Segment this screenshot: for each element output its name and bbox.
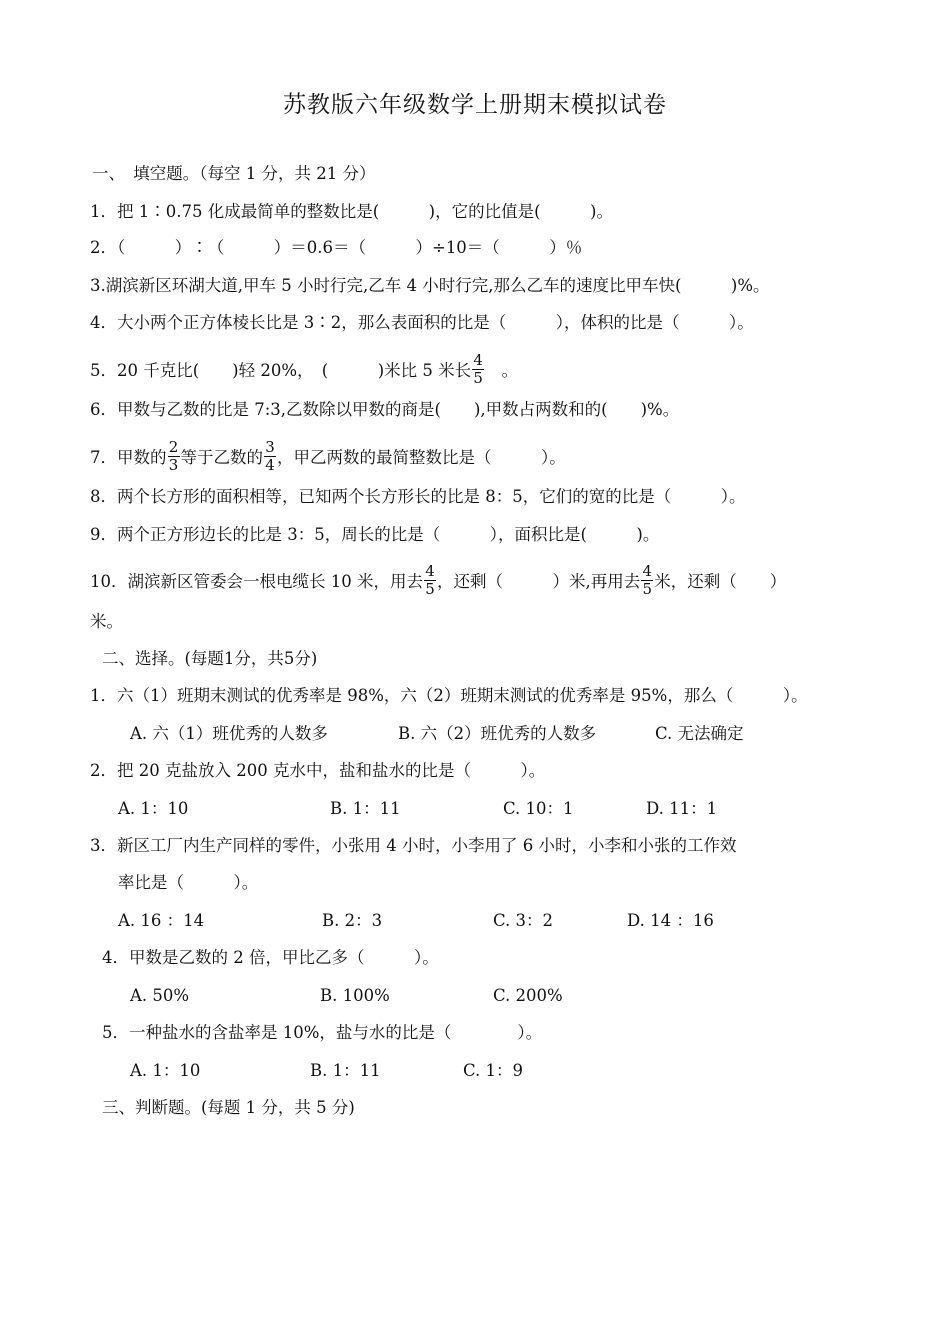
question-1-9: 9．两个正方形边长的比是 3：5，周长的比是（ ），面积比是( )。: [90, 525, 660, 544]
option-b: B. 2：3: [322, 911, 383, 930]
question-1-6: 6．甲数与乙数的比是 7:3,乙数除以甲数的商是( ),甲数占两数和的( )%。: [90, 400, 680, 419]
question-2-1: 1．六（1）班期末测试的优秀率是 98%，六（2）班期末测试的优秀率是 95%，那么（ ）。: [90, 686, 808, 705]
option-b: B. 100%: [320, 986, 390, 1005]
question-1-1: 1．把 1∶0.75 化成最简单的整数比是( )，它的比值是( )。: [90, 202, 613, 221]
option-c: C. 1：9: [463, 1061, 524, 1080]
question-1-2: 2．（ ）∶（ ）＝0.6＝（ ）÷10＝（ ）％: [90, 238, 583, 257]
question-1-3: 3.湖滨新区环湖大道,甲车 5 小时行完,乙车 4 小时行完,那么乙车的速度比甲车快( )%。: [90, 276, 770, 295]
question-1-7: 7．甲数的 $\frac{2}{3}$ 等于乙数的 $\frac{3}{4}$ ，甲乙两数的最简整数比是（ ）。: [90, 438, 566, 474]
option-a: A. 16 ：14: [118, 911, 205, 930]
option-a: A. 1：10: [130, 1061, 201, 1080]
option-b: B. 六（2）班优秀的人数多: [398, 724, 597, 743]
fraction: $\frac{2}{3}$: [168, 438, 179, 474]
option-b: B. 1：11: [310, 1061, 381, 1080]
question-1-5: 5．20 千克比( )轻 20%， ( )米比 5 米长 $\frac{4}{5}$ 。: [90, 351, 519, 387]
option-c: C. 200%: [493, 986, 563, 1005]
option-a: A. 1：10: [118, 799, 189, 818]
fraction: $\frac{4}{5}$: [425, 562, 435, 598]
question-1-4: 4．大小两个正方体棱长比是 3∶2，那么表面积的比是（ ），体积的比是（ ）。: [90, 313, 754, 332]
fraction: $\frac{4}{5}$: [473, 351, 483, 387]
question-2-3-continued: 率比是（ ）。: [118, 873, 259, 892]
section-heading-true-false: 三、判断题。(每题 1 分，共 5 分): [102, 1098, 355, 1117]
question-2-4: 4．甲数是乙数的 2 倍，甲比乙多（ ）。: [102, 948, 439, 967]
page-title: 苏教版六年级数学上册期末模拟试卷: [283, 92, 667, 118]
section-heading-fill-blank: 一、 填空题。（每空 1 分，共 21 分）: [92, 164, 376, 183]
question-1-10: 10．湖滨新区管委会一根电缆长 10 米，用去 $\frac{4}{5}$ ，还剩（ ）米,再用去 $\frac{4}{5}$ 米，还剩（ ）: [90, 562, 787, 598]
question-1-5-text: 5．20 千克比( )轻 20%， ( )米比 5 米长: [90, 361, 472, 380]
fraction: $\frac{4}{5}$: [642, 562, 652, 598]
question-2-5: 5．一种盐水的含盐率是 10%，盐与水的比是（ ）。: [102, 1023, 543, 1042]
question-1-8: 8．两个长方形的面积相等，已知两个长方形长的比是 8：5，它们的宽的比是（ ）。: [90, 487, 746, 506]
option-d: D. 11：1: [646, 799, 718, 818]
option-d: D. 14 ：16: [627, 911, 714, 930]
option-a: A. 50%: [130, 986, 190, 1005]
option-c: C. 3：2: [493, 911, 554, 930]
fraction: $\frac{3}{4}$: [265, 438, 275, 474]
option-a: A. 六（1）班优秀的人数多: [130, 724, 328, 743]
question-2-2: 2．把 20 克盐放入 200 克水中，盐和盐水的比是（ ）。: [90, 761, 546, 780]
option-c: C. 10：1: [503, 799, 574, 818]
question-2-3: 3．新区工厂内生产同样的零件，小张用 4 小时，小李用了 6 小时，小李和小张的工作效: [90, 836, 737, 855]
section-heading-choice: 二、选择。(每题1分，共5分): [102, 649, 318, 668]
option-c: C. 无法确定: [655, 724, 744, 743]
option-b: B. 1：11: [330, 799, 401, 818]
question-1-10-continued: 米。: [90, 612, 123, 631]
